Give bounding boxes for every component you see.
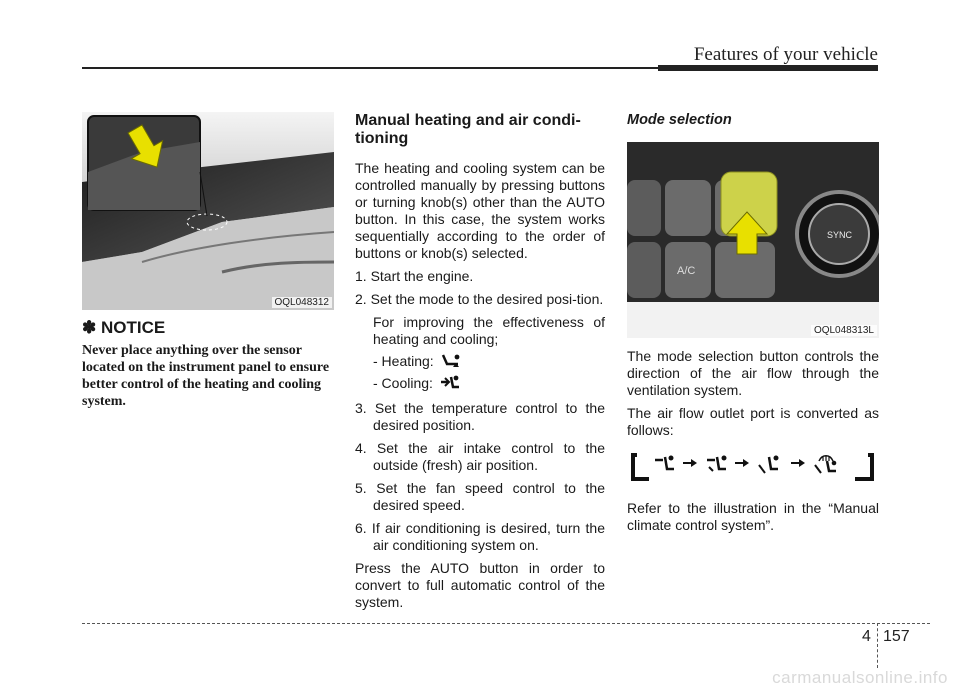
cooling-label: - Cooling: xyxy=(373,375,433,391)
section-heading: Manual heating and air condi-tioning xyxy=(355,112,581,147)
chapter-number: 4 xyxy=(862,628,871,645)
floor-mode-icon xyxy=(440,352,462,370)
middle-column xyxy=(355,112,605,617)
climate-panel-illustration xyxy=(627,142,879,338)
mode-sequence-diagram xyxy=(631,449,874,483)
left-column xyxy=(82,112,334,410)
step-4: 4. Set the air intake control to the outside (fresh) air position. xyxy=(355,440,605,473)
bilevel-mode-icon xyxy=(707,456,727,472)
sensor-photo xyxy=(82,112,334,310)
page-number: 157 xyxy=(883,628,910,645)
sync-label: SYNC xyxy=(827,230,853,240)
control-panel-photo xyxy=(627,142,879,338)
step-5: 5. Set the fan speed control to the desired speed. xyxy=(355,480,605,513)
photo-code: OQL048313L xyxy=(811,325,877,336)
arrow-right-icon xyxy=(799,459,805,467)
mode-para-1: The mode selection button controls the direction of the air flow through the ventilation system. xyxy=(627,348,879,398)
notice-title: ✽ NOTICE xyxy=(82,318,166,337)
step-2: 2. Set the mode to the desired posi-tion. xyxy=(355,291,604,307)
footer-divider xyxy=(877,623,878,668)
step-2-note: For improving the effectiveness of heating and cooling; xyxy=(373,314,605,347)
step-1: 1. Start the engine. xyxy=(355,268,474,284)
floor-mode-icon xyxy=(759,456,779,474)
auto-note: Press the AUTO button in order to convert to full automatic control of the system. xyxy=(355,560,605,610)
heating-label: - Heating: xyxy=(373,353,434,369)
intro-paragraph: The heating and cooling system can be controlled manually by pressing buttons or turning knob(s) other than the AUTO button. In this case, the system works sequentially according to the order of buttons or knob(s) selected. xyxy=(355,160,605,261)
running-header: Features of your vehicle xyxy=(693,44,878,65)
ac-label: A/C xyxy=(677,265,696,277)
face-mode-icon xyxy=(655,456,674,470)
mode-selection-heading: Mode selection xyxy=(627,112,732,128)
notice-body: Never place anything over the sensor located on the instrument panel to ensure better control of the heating and cooling system. xyxy=(82,343,330,409)
mode-para-2: The air flow outlet port is converted as follows: xyxy=(627,405,879,438)
cooling-mode-line xyxy=(355,372,605,394)
floor-defrost-mode-icon xyxy=(815,456,836,473)
watermark: carmanualsonline.info xyxy=(772,668,948,687)
face-mode-icon xyxy=(439,374,461,392)
right-column xyxy=(627,112,879,445)
arrow-right-icon xyxy=(743,459,749,467)
step-6: 6. If air conditioning is desired, turn the air conditioning system on. xyxy=(355,520,605,553)
footer-rule xyxy=(82,623,930,624)
step-3: 3. Set the temperature control to the desired position. xyxy=(355,400,605,433)
photo-code: OQL048312 xyxy=(272,297,333,308)
arrow-right-icon xyxy=(691,459,697,467)
reference-paragraph: Refer to the illustration in the “Manual climate control system”. xyxy=(627,500,879,533)
header-rule-accent xyxy=(658,65,878,71)
dashboard-sensor-illustration xyxy=(82,112,334,310)
heating-mode-line xyxy=(355,350,605,372)
